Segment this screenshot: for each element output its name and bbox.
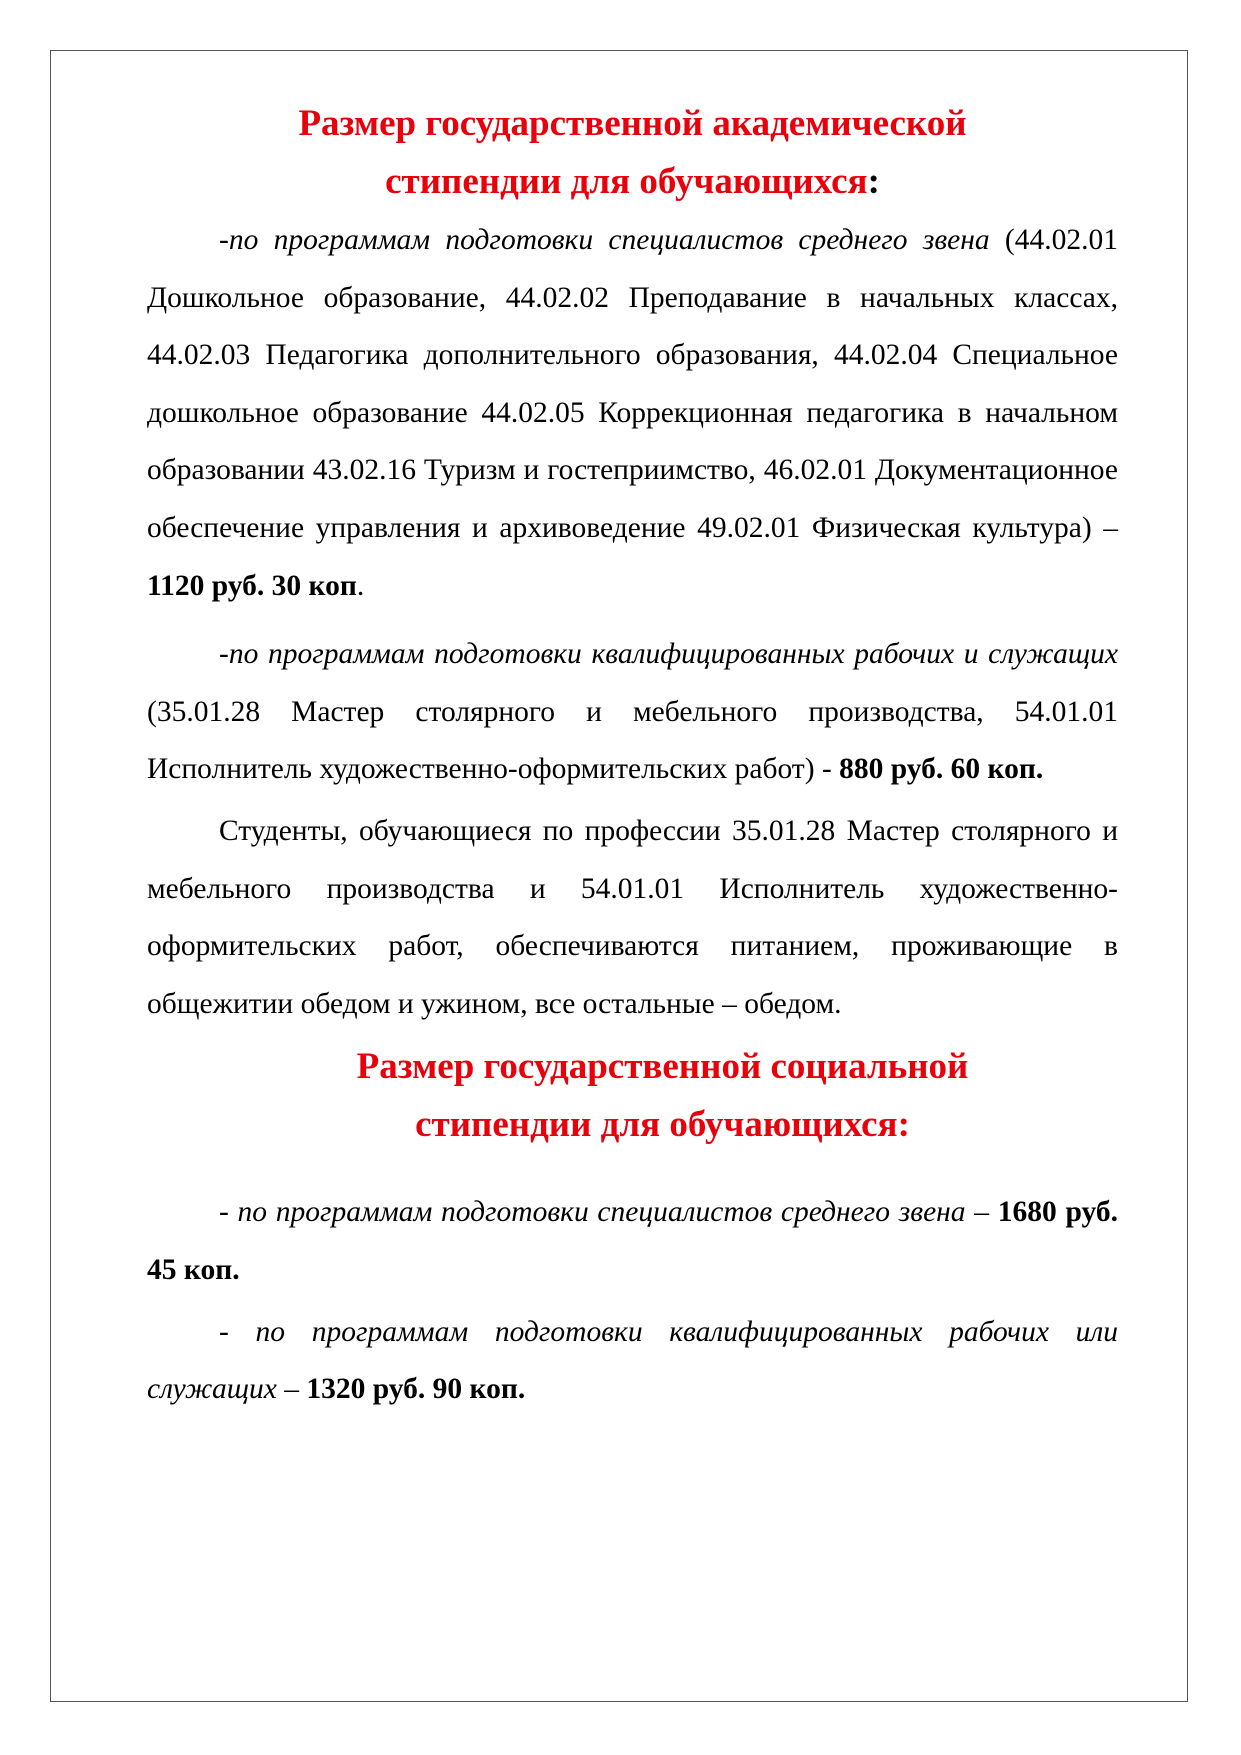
social-item-specialists <box>147 1184 1118 1299</box>
academic-item-specialists <box>147 212 1118 615</box>
document-body <box>147 95 1118 1419</box>
social-item2-sep: – <box>276 1373 307 1406</box>
social-item1-sep: – <box>965 1196 998 1229</box>
academic-item2-program: -по программам подготовки квалифицированных рабочих и служащих <box>219 638 1118 671</box>
academic-item1-details: (44.02.01 Дошкольное образование, 44.02.02 Преподавание в начальных классах, 44.02.03 Педагогика дополнительного образования, 44.02.04 Специальное дошкольное образование 44.02.05 Коррекционная педагогика в начальном образовании 43.02.16 Туризм и гостеприимство, 46.02.01 Документационное обеспечение управления и архивоведение 49.02.01 Физическая культура) – <box>147 224 1119 544</box>
meals-note: Студенты, обучающиеся по профессии 35.01.28 Мастер столярного и мебельного производства и 54.01.01 Исполнитель художественно-оформительских работ, обеспечиваются питанием, проживающие в общежитии обедом и ужином, все остальные – обедом. <box>147 814 1118 1020</box>
academic-item1-amount: 1120 руб. 30 коп <box>147 569 357 602</box>
social-scholarship-heading <box>207 1038 1118 1154</box>
academic-scholarship-heading <box>147 95 1118 211</box>
academic-item2-amount: 880 руб. 60 коп. <box>839 753 1044 786</box>
social-item-workers <box>147 1304 1118 1419</box>
social-heading-line2: стипендии для обучающихся: <box>415 1104 910 1146</box>
social-item2-program: - по программам подготовки квалифицированных рабочих или служащих <box>147 1315 1118 1406</box>
academic-heading-line1: Размер государственной академической <box>298 103 967 144</box>
academic-item1-program: -по программам подготовки специалистов среднего звена <box>219 224 990 256</box>
academic-heading-line2: стипендии для обучающихся <box>385 161 868 202</box>
academic-item1-end: . <box>356 569 365 602</box>
academic-heading-colon: : <box>867 161 880 202</box>
academic-item2-details: (35.01.28 Мастер столярного и мебельного производства, 54.01.01 Исполнитель художественно-оформительских работ) - <box>147 695 1118 786</box>
social-item1-amount: 1680 руб. 45 коп. <box>147 1196 1118 1286</box>
academic-item-workers <box>147 626 1118 799</box>
social-item2-amount: 1320 руб. 90 коп. <box>306 1373 526 1406</box>
social-item1-program: - по программам подготовки специалистов среднего звена <box>219 1196 966 1229</box>
social-heading-line1: Размер государственной социальной <box>356 1046 969 1088</box>
